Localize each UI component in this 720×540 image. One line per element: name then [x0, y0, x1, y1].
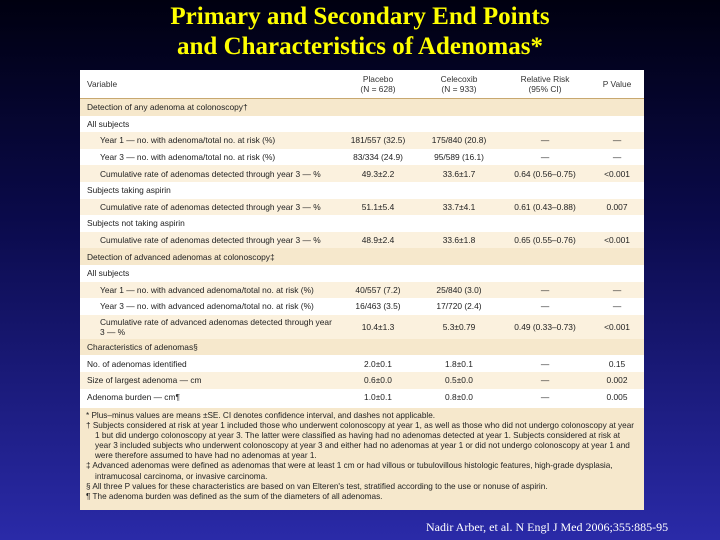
- cell-p-value: 0.007: [590, 199, 644, 216]
- cell-p-value: —: [590, 132, 644, 149]
- header-celecoxib: [418, 70, 500, 98]
- cell-placebo: 83/334 (24.9): [338, 149, 418, 166]
- cell-relative-risk: 0.49 (0.33–0.73): [500, 315, 590, 339]
- table-row: [80, 232, 644, 249]
- cell-placebo: 48.9±2.4: [338, 232, 418, 249]
- table-row: [80, 199, 644, 216]
- cell-p-value: [590, 248, 644, 265]
- cell-p-value: <0.001: [590, 232, 644, 249]
- table-row: [80, 298, 644, 315]
- cell-p-value: <0.001: [590, 165, 644, 182]
- table-header-row: [80, 70, 644, 98]
- cell-relative-risk: 0.64 (0.56–0.75): [500, 165, 590, 182]
- cell-celecoxib: [418, 265, 500, 282]
- table-row: [80, 389, 644, 406]
- cell-placebo: 1.0±0.1: [338, 389, 418, 406]
- cell-p-value: —: [590, 282, 644, 299]
- cell-celecoxib: [418, 215, 500, 232]
- cell-variable: Detection of advanced adenomas at colonoscopy‡: [80, 248, 338, 265]
- cell-p-value: —: [590, 149, 644, 166]
- cell-celecoxib: 95/589 (16.1): [418, 149, 500, 166]
- cell-relative-risk: —: [500, 282, 590, 299]
- header-celecoxib-n: (N = 933): [441, 84, 477, 94]
- cell-variable: Year 1 — no. with adenoma/total no. at risk (%): [80, 132, 338, 149]
- footnote: ‡ Advanced adenomas were defined as adenomas that were at least 1 cm or had villous or tubulovillous histologic features, high-grade dysplasia, intramucosal carcinoma, or invasive carcinoma.: [86, 461, 613, 481]
- table-row: [80, 165, 644, 182]
- header-relative-risk: [500, 70, 590, 98]
- citation: Nadir Arber, et al. N Engl J Med 2006;355:885-95: [426, 520, 669, 534]
- table-row: [80, 132, 644, 149]
- cell-variable: Subjects taking aspirin: [80, 182, 338, 199]
- cell-variable: All subjects: [80, 116, 338, 133]
- cell-variable: Detection of any adenoma at colonoscopy†: [80, 99, 338, 116]
- cell-relative-risk: [500, 116, 590, 133]
- cell-variable: Year 1 — no. with advanced adenoma/total no. at risk (%): [80, 282, 338, 299]
- cell-variable: Cumulative rate of advanced adenomas detected through year 3 — %: [80, 315, 338, 339]
- cell-p-value: [590, 339, 644, 356]
- cell-placebo: 10.4±1.3: [338, 315, 418, 339]
- cell-placebo: 16/463 (3.5): [338, 298, 418, 315]
- cell-p-value: 0.15: [590, 355, 644, 372]
- cell-placebo: 51.1±5.4: [338, 199, 418, 216]
- cell-variable: Cumulative rate of adenomas detected through year 3 — %: [80, 199, 338, 216]
- cell-p-value: —: [590, 298, 644, 315]
- cell-variable: Cumulative rate of adenomas detected through year 3 — %: [80, 165, 338, 182]
- cell-variable: Year 3 — no. with adenoma/total no. at risk (%): [80, 149, 338, 166]
- cell-relative-risk: [500, 265, 590, 282]
- footnotes: [80, 408, 644, 510]
- cell-relative-risk: [500, 99, 590, 116]
- header-rr-label: Relative Risk: [520, 74, 570, 84]
- cell-relative-risk: —: [500, 132, 590, 149]
- cell-variable: No. of adenomas identified: [80, 355, 338, 372]
- cell-variable: Year 3 — no. with advanced adenoma/total no. at risk (%): [80, 298, 338, 315]
- cell-p-value: 0.005: [590, 389, 644, 406]
- cell-celecoxib: [418, 99, 500, 116]
- results-table-panel: [80, 70, 644, 510]
- header-placebo-n: (N = 628): [360, 84, 396, 94]
- cell-p-value: <0.001: [590, 315, 644, 339]
- cell-celecoxib: [418, 339, 500, 356]
- cell-celecoxib: 5.3±0.79: [418, 315, 500, 339]
- cell-celecoxib: [418, 116, 500, 133]
- cell-placebo: [338, 182, 418, 199]
- header-celecoxib-label: Celecoxib: [440, 74, 478, 84]
- cell-p-value: [590, 265, 644, 282]
- table-row: [80, 372, 644, 389]
- table-row: [80, 282, 644, 299]
- cell-relative-risk: [500, 339, 590, 356]
- cell-placebo: [338, 99, 418, 116]
- cell-celecoxib: 25/840 (3.0): [418, 282, 500, 299]
- cell-relative-risk: —: [500, 149, 590, 166]
- cell-placebo: [338, 265, 418, 282]
- footnote: § All three P values for these characteristics are based on van Elteren's test, stratified according to the use or nonuse of aspirin.: [86, 481, 548, 491]
- cell-placebo: 40/557 (7.2): [338, 282, 418, 299]
- cell-celecoxib: 175/840 (20.8): [418, 132, 500, 149]
- table-row: [80, 215, 644, 232]
- cell-p-value: [590, 215, 644, 232]
- section-row: [80, 339, 644, 356]
- cell-p-value: [590, 182, 644, 199]
- cell-variable: Size of largest adenoma — cm: [80, 372, 338, 389]
- cell-celecoxib: 33.7±4.1: [418, 199, 500, 216]
- cell-variable: All subjects: [80, 265, 338, 282]
- slide-title: [0, 2, 720, 62]
- table-row: [80, 265, 644, 282]
- section-row: [80, 248, 644, 265]
- footnote: † Subjects considered at risk at year 1 included those who underwent colonoscopy at year 1, as well as those who did not undergo colonoscopy at year 1 but did undergo colonoscopy at year 3. The latter were classified as having had no adenomas detected at year 1. Subjects considered at risk at year 3 included subjects who underwent colonoscopy at year 3 and either had no adenomas at year 1 or did not undergo colonoscopy at year 1 and were therefore assumed to have had no adenomas at year 1.: [86, 421, 634, 461]
- header-variable: Variable: [87, 79, 118, 89]
- cell-relative-risk: —: [500, 298, 590, 315]
- cell-p-value: [590, 116, 644, 133]
- cell-celecoxib: 0.5±0.0: [418, 372, 500, 389]
- cell-celecoxib: [418, 248, 500, 265]
- cell-celecoxib: 17/720 (2.4): [418, 298, 500, 315]
- cell-placebo: 49.3±2.2: [338, 165, 418, 182]
- header-placebo-label: Placebo: [362, 74, 394, 84]
- header-p-value: P Value: [602, 79, 632, 89]
- header-placebo: [338, 70, 418, 98]
- slide-title-line-1: Primary and Secondary End Points: [170, 3, 550, 30]
- table-row: [80, 149, 644, 166]
- cell-variable: Adenoma burden — cm¶: [80, 389, 338, 406]
- cell-placebo: 2.0±0.1: [338, 355, 418, 372]
- cell-relative-risk: [500, 215, 590, 232]
- cell-celecoxib: 33.6±1.7: [418, 165, 500, 182]
- table-row: [80, 315, 644, 339]
- cell-relative-risk: —: [500, 372, 590, 389]
- cell-relative-risk: —: [500, 355, 590, 372]
- footnote: ¶ The adenoma burden was defined as the sum of the diameters of all adenomas.: [86, 491, 383, 501]
- slide-title-line-2: and Characteristics of Adenomas*: [177, 33, 543, 60]
- cell-celecoxib: 0.8±0.0: [418, 389, 500, 406]
- header-rr-ci: (95% CI): [528, 84, 562, 94]
- cell-placebo: 181/557 (32.5): [338, 132, 418, 149]
- cell-variable: Characteristics of adenomas§: [80, 339, 338, 356]
- table-row: [80, 355, 644, 372]
- cell-relative-risk: [500, 248, 590, 265]
- cell-placebo: [338, 215, 418, 232]
- section-row: [80, 99, 644, 116]
- table-row: [80, 182, 644, 199]
- table-row: [80, 116, 644, 133]
- cell-placebo: [338, 116, 418, 133]
- cell-placebo: [338, 248, 418, 265]
- cell-placebo: [338, 339, 418, 356]
- cell-relative-risk: [500, 182, 590, 199]
- table-body: [80, 99, 644, 406]
- results-table: [80, 70, 644, 405]
- cell-celecoxib: [418, 182, 500, 199]
- cell-relative-risk: 0.65 (0.55–0.76): [500, 232, 590, 249]
- cell-p-value: 0.002: [590, 372, 644, 389]
- cell-placebo: 0.6±0.0: [338, 372, 418, 389]
- cell-p-value: [590, 99, 644, 116]
- cell-celecoxib: 33.6±1.8: [418, 232, 500, 249]
- cell-relative-risk: 0.61 (0.43–0.88): [500, 199, 590, 216]
- cell-variable: Subjects not taking aspirin: [80, 215, 338, 232]
- cell-variable: Cumulative rate of adenomas detected through year 3 — %: [80, 232, 338, 249]
- footnote: * Plus–minus values are means ±SE. CI denotes confidence interval, and dashes not applicable.: [86, 411, 436, 420]
- cell-relative-risk: —: [500, 389, 590, 406]
- cell-celecoxib: 1.8±0.1: [418, 355, 500, 372]
